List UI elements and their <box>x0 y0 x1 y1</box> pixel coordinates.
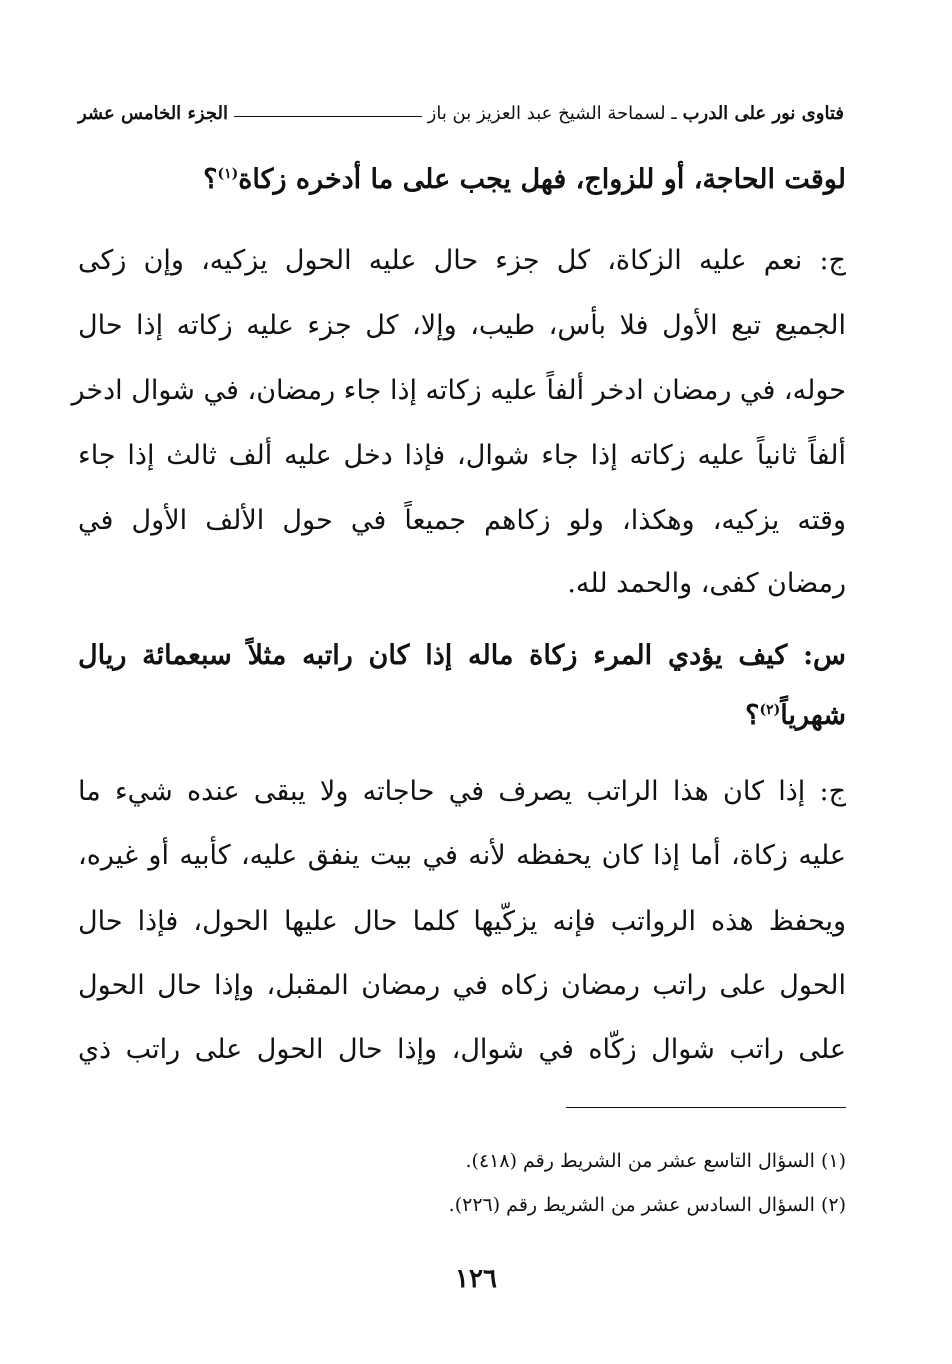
answer-1-line: حوله، في رمضان ادخر ألفاً عليه زكاته إذا جاء رمضان، في شوال ادخر <box>71 375 846 406</box>
question-2-line <box>78 700 846 732</box>
footnote-rule <box>566 1107 846 1108</box>
volume-part: الجزء الخامس عشر <box>78 102 228 124</box>
answer-1-line: الجميع تبع الأول فلا بأس، طيب، وإلا، كل جزء عليه زكاته إذا حال <box>78 310 846 341</box>
running-header <box>78 96 844 130</box>
answer-2-line: الحول على راتب رمضان زكاه في رمضان المقبل، وإذا حال الحول <box>78 970 846 1001</box>
footnote-2: (٢) السؤال السادس عشر من الشريط رقم (٢٢٦). <box>448 1194 846 1216</box>
author-credit: ـ لسماحة الشيخ عبد العزيز بن باز <box>427 102 677 124</box>
answer-2-line: ويحفظ هذه الرواتب فإنه يزكّيها كلما حال عليها الحول، فإذا حال <box>78 906 846 937</box>
footnote-ref-2: (٢) <box>759 702 781 718</box>
question-2-line: س: كيف يؤدي المرء زكاة ماله إذا كان راتبه مثلاً سبعمائة ريال <box>78 640 846 671</box>
question-mark: ؟ <box>203 164 218 195</box>
question-2-text: شهرياً <box>780 700 846 731</box>
question-1-text: لوقت الحاجة، أو للزواج، فهل يجب على ما أدخره زكاة <box>238 164 846 195</box>
answer-1-line: رمضان كفى، والحمد لله. <box>567 568 846 599</box>
header-rule <box>234 116 422 117</box>
book-title: فتاوى نور على الدرب <box>682 102 844 124</box>
footnote-ref-1: (١) <box>217 166 239 182</box>
question-mark: ؟ <box>745 700 760 731</box>
answer-2-line: ج: إذا كان هذا الراتب يصرف في حاجاته ولا يبقى عنده شيء ما <box>78 776 846 807</box>
answer-1-line: ج: نعم عليه الزكاة، كل جزء حال عليه الحول يزكيه، وإن زكى <box>78 245 846 276</box>
answer-1-line: ألفاً ثانياً عليه زكاته إذا جاء شوال، فإذا دخل عليه ألف ثالث إذا جاء <box>78 440 846 471</box>
answer-2-line: على راتب شوال زكّاه في شوال، وإذا حال الحول على راتب ذي <box>78 1034 846 1065</box>
question-1-continuation <box>78 164 846 196</box>
answer-2-line: عليه زكاة، أما إذا كان يحفظه لأنه في بيت ينفق عليه، كأبيه أو غيره، <box>78 840 846 871</box>
footnote-1: (١) السؤال التاسع عشر من الشريط رقم (٤١٨). <box>465 1150 846 1172</box>
page-number: ١٢٦ <box>455 1264 497 1294</box>
answer-1-line: وقته يزكيه، وهكذا، ولو زكاهم جميعاً في حول الألف الأول في <box>78 505 846 536</box>
